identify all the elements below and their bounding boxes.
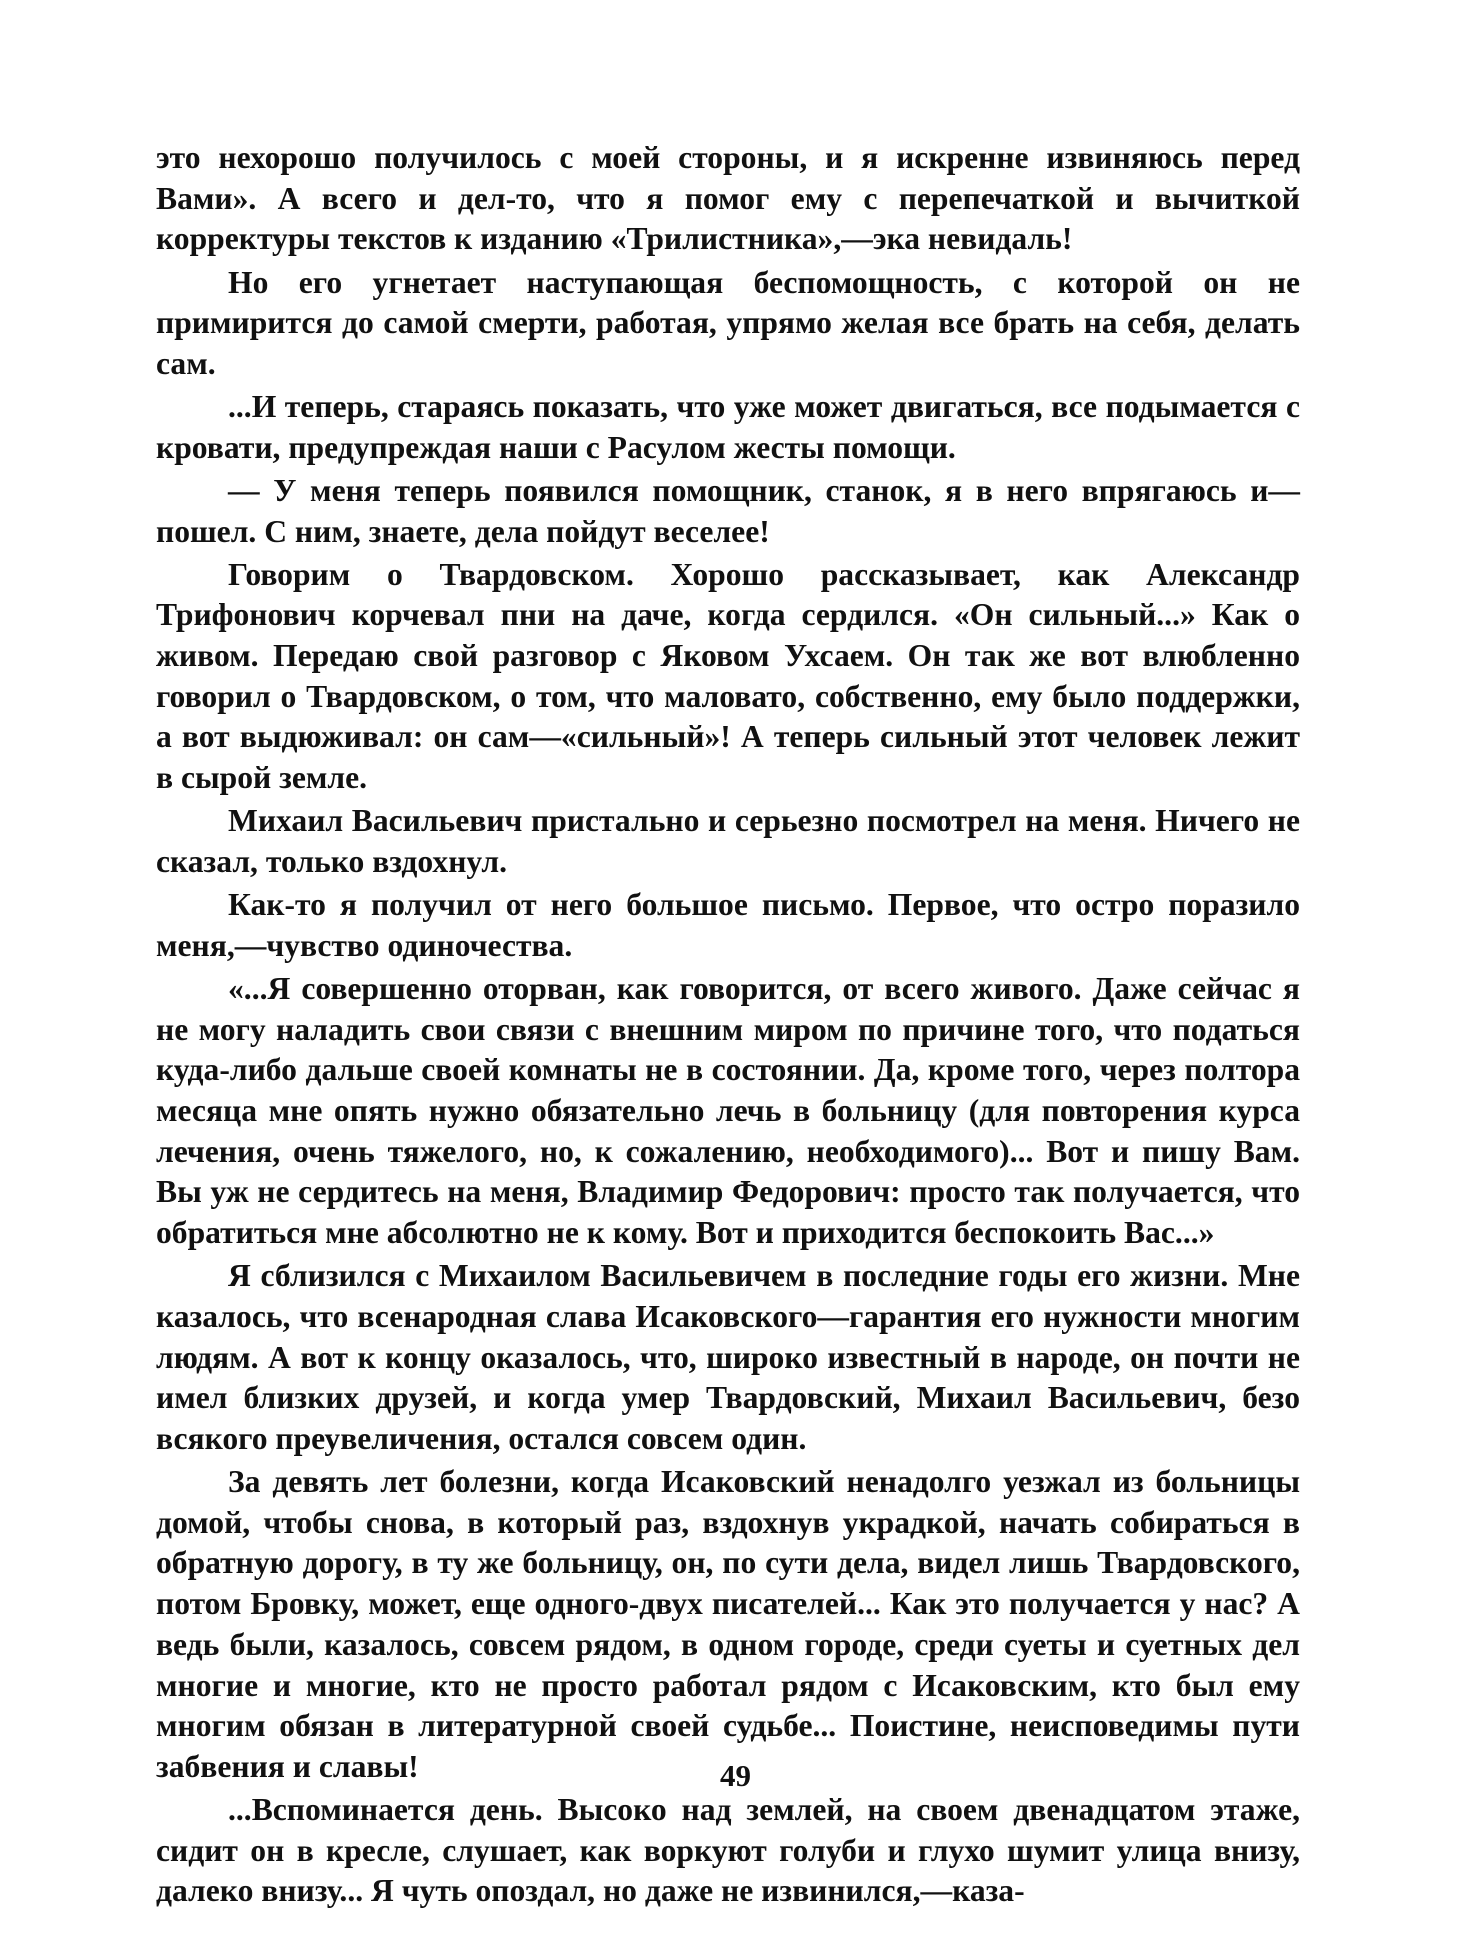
paragraph-10: За девять лет болезни, когда Исаковский ненадолго уезжал из больницы домой, чтобы снова, в который раз, вздохнув украдкой, начать собираться в обратную дорогу, в ту же больницу, он, по сути дела, видел лишь Твардовского, потом Бровку, может, еще одного-двух писателей... Как это получается у нас? А ведь были, казалось, совсем рядом, в одном городе, среди суеты и суетных дел многие и многие, кто не просто работал рядом с Исаковским, кто был ему многим обязан в литературной своей судьбе... Поистине, неисповедимы пути забвения и славы! [156, 1464, 1300, 1784]
paragraph-7: Как-то я получил от него большое письмо. Первое, что остро поразило меня,—чувство одиночества. [156, 887, 1300, 963]
paragraph-1: это нехорошо получилось с моей стороны, и я искренне извиняюсь перед Вами». А всего и дел-то, что я помог ему с перепечаткой и вычиткой корректуры текстов к изданию «Трилистника»,—эка невидаль! [156, 140, 1300, 257]
paragraph-8-letter-quote: «...Я совершенно оторван, как говорится, от всего живого. Даже сейчас я не могу наладить свои связи с внешним миром по причине того, что податься куда-либо дальше своей комнаты не в состоянии. Да, кроме того, через полтора месяца мне опять нужно обязательно лечь в больницу (для повторения курса лечения, очень тяжелого, но, к сожалению, необходимого)... Вот и пишу Вам. Вы уж не сердитесь на меня, Владимир Федорович: просто так получается, что обратиться мне абсолютно не к кому. Вот и приходится беспокоить Вас...» [156, 970, 1300, 1251]
page-number: 49 [720, 1758, 751, 1793]
paragraph-6: Михаил Васильевич пристально и серьезно посмотрел на меня. Ничего не сказал, только вздохнул. [156, 803, 1300, 879]
paragraph-4: — У меня теперь появился помощник, станок, я в него впрягаюсь и—пошел. С ним, знаете, дела пойдут веселее! [156, 472, 1300, 549]
paragraph-2: Но его угнетает наступающая беспомощность, с которой он не примирится до самой смерти, работая, упрямо желая все брать на себя, делать сам. [156, 264, 1300, 381]
paragraph-11: ...Вспоминается день. Высоко над землей, на своем двенадцатом этаже, сидит он в кресле, слушает, как воркуют голуби и глухо шумит улица внизу, далеко внизу... Я чуть опоздал, но даже не извинился,—каза- [156, 1792, 1300, 1909]
paragraph-5: Говорим о Твардовском. Хорошо рассказывает, как Александр Трифонович корчевал пни на даче, когда сердился. «Он сильный...» Как о живом. Передаю свой разговор с Яковом Ухсаем. Он так же вот влюбленно говорил о Твардовском, о том, что маловато, собственно, ему было поддержки, а вот выдюживал: он сам—«сильный»! А теперь сильный этот человек лежит в сырой земле. [156, 556, 1300, 796]
paragraph-3: ...И теперь, стараясь показать, что уже может двигаться, все подымается с кровати, предупреждая наши с Расулом жесты помощи. [156, 389, 1300, 465]
paragraph-9: Я сблизился с Михаилом Васильевичем в последние годы его жизни. Мне казалось, что всенародная слава Исаковского—гарантия его нужности многим людям. А вот к концу оказалось, что, широко известный в народе, он почти не имел близких друзей, и когда умер Твардовский, Михаил Васильевич, безо всякого преувеличения, остался совсем один. [156, 1258, 1300, 1456]
